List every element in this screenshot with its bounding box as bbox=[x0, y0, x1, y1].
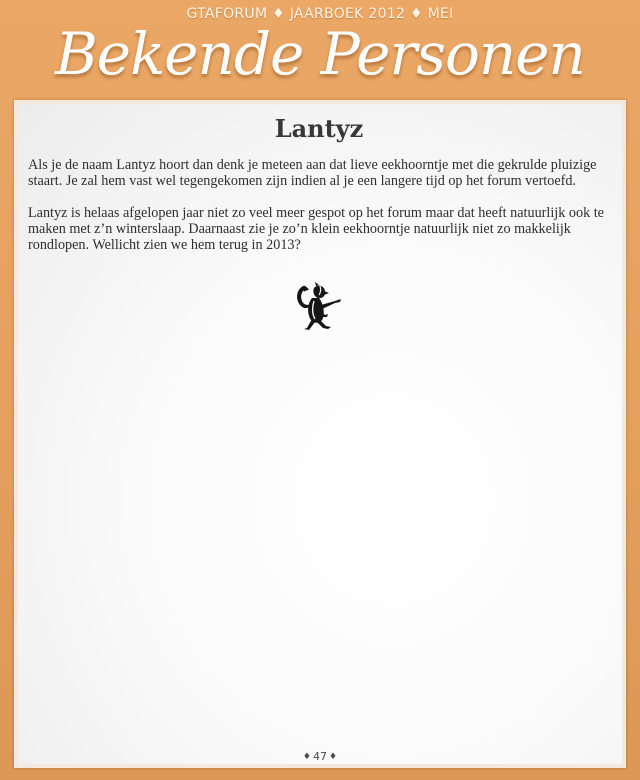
page-title: Bekende Personen bbox=[55, 20, 585, 88]
page-number: 47 bbox=[313, 750, 327, 763]
header-kicker: GTAFORUM ♦ JAARBOEK 2012 ♦ MEI bbox=[186, 6, 454, 22]
footer-ornament-left: ♦ bbox=[302, 752, 311, 762]
article-paragraph-2: Lantyz is helaas afgelopen jaar niet zo veel meer gespot op het forum maar dat heeft natuurlijk ook te maken met z’n winterslaap. Daarnaast zie je zo’n klein eekhoorntje natuurlijk niet zo makkelijk rondlopen. Wellicht zien we hem terug in 2013? bbox=[28, 205, 604, 253]
footer-ornament-right: ♦ bbox=[329, 752, 338, 762]
page-footer bbox=[0, 750, 640, 763]
skunk-cartoon-icon bbox=[294, 282, 346, 332]
article-title: Lantyz bbox=[274, 114, 364, 143]
article-page bbox=[18, 104, 622, 764]
article-paragraph-1: Als je de naam Lantyz hoort dan denk je meteen aan dat lieve eekhoorntje met die gekrulde pluizige staart. Je zal hem vast wel tegengekomen zijn indien al je een langere tijd op het forum vertoefd. bbox=[28, 157, 597, 189]
